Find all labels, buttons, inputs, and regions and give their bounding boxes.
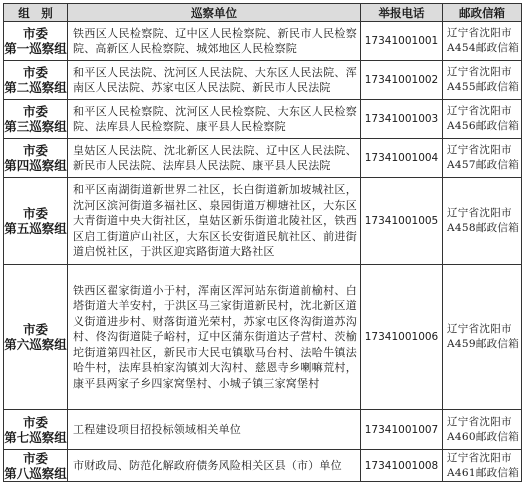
table-row bbox=[4, 265, 522, 410]
unit-cell: 工程建设项目招投标领域相关单位 bbox=[68, 410, 361, 450]
table-row bbox=[4, 178, 522, 265]
mail-line-1: 辽宁省沈阳市 bbox=[447, 451, 512, 464]
mail-line-1: 辽宁省沈阳市 bbox=[447, 323, 512, 335]
mail-line-2: A456邮政信箱 bbox=[447, 120, 520, 132]
group-line-2: 第一巡察组 bbox=[4, 41, 67, 56]
mail-cell bbox=[443, 410, 522, 450]
mail-cell bbox=[443, 139, 522, 178]
mail-line-1: 辽宁省沈阳市 bbox=[447, 105, 512, 117]
mail-line-2: A455邮政信箱 bbox=[447, 81, 520, 93]
group-line-1: 市委 bbox=[22, 450, 48, 466]
header-mail: 邮政信箱 bbox=[443, 4, 522, 22]
header-unit: 巡察单位 bbox=[68, 4, 361, 22]
mail-line-1: 辽宁省沈阳市 bbox=[447, 27, 512, 39]
table-row bbox=[4, 450, 522, 482]
group-cell bbox=[4, 61, 68, 100]
table-row bbox=[4, 22, 522, 61]
group-line-2: 第四巡察组 bbox=[4, 158, 67, 173]
unit-cell: 铁西区翟家街道小于村，浑南区浑河站东街道前榆村、白塔街道大羊安村，于洪区马三家街道新民村，沈北新区道义街道进步村、财落街道光荣村，苏家屯区佟沟街道苏沟村、佟沟街道陡子峪村，辽中区蒲东街道达子营村、茨榆坨街道第四社区，新民市大民屯镇歇马台村、法哈牛镇法哈牛村，法库县柏家沟镇刘大沟村、慈恩寺乡喇嘛荒村，康平县两家子乡四家窝堡村、小城子镇三家窝堡村 bbox=[68, 265, 361, 410]
group-line-1: 市委 bbox=[22, 206, 48, 221]
phone-cell: 17341001004 bbox=[361, 139, 443, 178]
phone-cell: 17341001003 bbox=[361, 100, 443, 139]
group-line-2: 第三巡察组 bbox=[4, 119, 67, 134]
group-line-1: 市委 bbox=[22, 104, 48, 119]
mail-line-1: 辽宁省沈阳市 bbox=[447, 207, 512, 219]
inspection-table bbox=[3, 3, 522, 482]
unit-cell: 和平区人民法院、沈河区人民法院、大东区人民法院、浑南区人民法院、苏家屯区人民法院、新民市人民法院 bbox=[68, 61, 361, 100]
group-line-2: 第七巡察组 bbox=[4, 429, 67, 445]
header-row bbox=[4, 4, 522, 22]
phone-cell: 17341001006 bbox=[361, 265, 443, 410]
group-cell bbox=[4, 265, 68, 410]
phone-cell: 17341001005 bbox=[361, 178, 443, 265]
group-line-2: 第八巡察组 bbox=[4, 465, 67, 481]
mail-line-1: 辽宁省沈阳市 bbox=[447, 66, 512, 78]
mail-line-1: 辽宁省沈阳市 bbox=[447, 415, 512, 428]
group-line-1: 市委 bbox=[22, 26, 48, 41]
group-cell bbox=[4, 178, 68, 265]
table-row bbox=[4, 61, 522, 100]
inspection-table-container bbox=[3, 3, 521, 482]
group-line-1: 市委 bbox=[22, 414, 48, 430]
phone-cell: 17341001002 bbox=[361, 61, 443, 100]
mail-line-2: A460邮政信箱 bbox=[447, 430, 520, 443]
group-line-2: 第六巡察组 bbox=[4, 337, 67, 352]
mail-cell bbox=[443, 265, 522, 410]
group-line-1: 市委 bbox=[22, 65, 48, 80]
unit-cell: 和平区南湖街道新世界二社区，长白街道新加坡城社区，沈河区滨河街道多福社区、泉园街道万柳塘社区，大东区大青街道中央大街社区，皇姑区新乐街道北陵社区，铁西区启工街道庐山社区，大东区长安街道民航社区、前进街道启悦社区，于洪区迎宾路街道大路社区 bbox=[68, 178, 361, 265]
mail-line-2: A458邮政信箱 bbox=[447, 222, 520, 234]
mail-cell bbox=[443, 61, 522, 100]
mail-line-1: 辽宁省沈阳市 bbox=[447, 144, 512, 156]
unit-cell: 市财政局、防范化解政府债务风险相关区县（市）单位 bbox=[68, 450, 361, 482]
group-line-1: 市委 bbox=[22, 322, 48, 337]
unit-cell: 和平区人民检察院、沈河区人民检察院、大东区人民检察院、法库县人民检察院、康平县人民检察院 bbox=[68, 100, 361, 139]
unit-cell: 皇姑区人民法院、沈北新区人民法院、辽中区人民法院、新民市人民法院、法库县人民法院、康平县人民法院 bbox=[68, 139, 361, 178]
group-cell bbox=[4, 450, 68, 482]
group-cell bbox=[4, 139, 68, 178]
phone-cell: 17341001007 bbox=[361, 410, 443, 450]
mail-line-2: A454邮政信箱 bbox=[447, 42, 520, 54]
mail-line-2: A461邮政信箱 bbox=[447, 466, 520, 479]
group-line-1: 市委 bbox=[22, 143, 48, 158]
group-cell bbox=[4, 22, 68, 61]
header-phone: 举报电话 bbox=[361, 4, 443, 22]
mail-cell bbox=[443, 178, 522, 265]
header-group: 组 别 bbox=[4, 4, 68, 22]
mail-line-2: A457邮政信箱 bbox=[447, 159, 520, 171]
mail-cell bbox=[443, 100, 522, 139]
group-line-2: 第五巡察组 bbox=[4, 221, 67, 236]
group-cell bbox=[4, 410, 68, 450]
mail-cell bbox=[443, 450, 522, 482]
mail-cell bbox=[443, 22, 522, 61]
table-row bbox=[4, 139, 522, 178]
phone-cell: 17341001001 bbox=[361, 22, 443, 61]
group-line-2: 第二巡察组 bbox=[4, 80, 67, 95]
mail-line-2: A459邮政信箱 bbox=[447, 338, 520, 350]
unit-cell: 铁西区人民检察院、辽中区人民检察院、新民市人民检察院、高新区人民检察院、城郊地区人民检察院 bbox=[68, 22, 361, 61]
phone-cell: 17341001008 bbox=[361, 450, 443, 482]
table-row bbox=[4, 100, 522, 139]
group-cell bbox=[4, 100, 68, 139]
table-row bbox=[4, 410, 522, 450]
